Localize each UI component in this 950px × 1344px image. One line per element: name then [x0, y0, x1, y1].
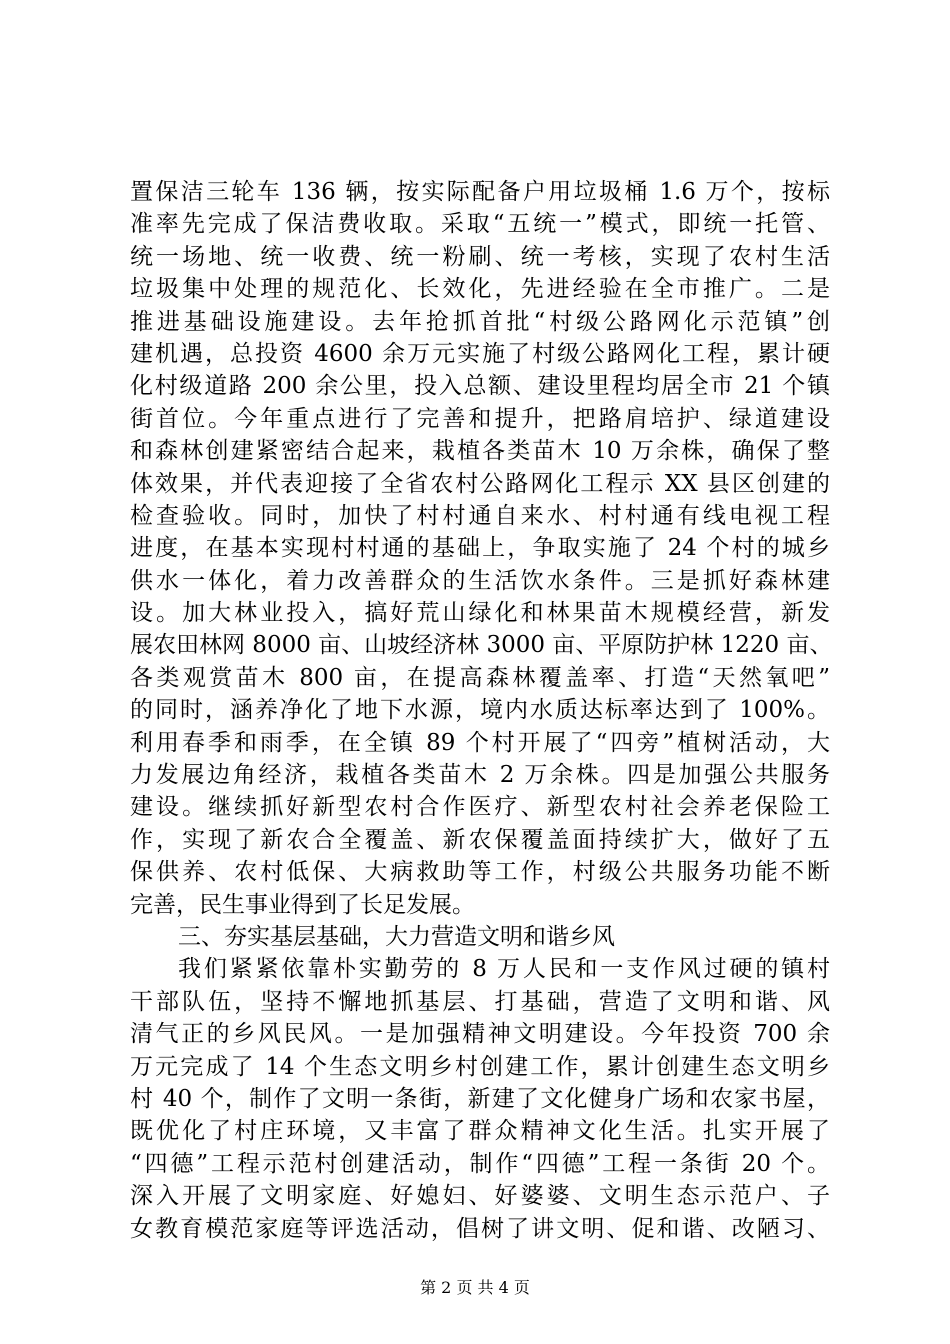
text-line: 展农田林网 8000 亩、山坡经济林 3000 亩、平原防护林 1220 亩、: [130, 632, 833, 659]
text-line: 深入开展了文明家庭、好媳妇、好婆婆、文明生态示范户、子: [130, 1183, 830, 1210]
text-line: 保供养、农村低保、大病救助等工作，村级公共服务功能不断: [130, 859, 830, 886]
text-line: 利用春季和雨季，在全镇 89 个村开展了“四旁”植树活动，大: [130, 729, 830, 756]
text-line: 我们紧紧依靠朴实勤劳的 8 万人民和一支作风过硬的镇村: [178, 956, 830, 983]
text-line: 化村级道路 200 余公里，投入总额、建设里程均居全市 21 个镇: [130, 373, 830, 400]
text-line: 推进基础设施建设。去年抢抓首批“村级公路网化示范镇”创: [130, 308, 830, 335]
text-line: 既优化了村庄环境，又丰富了群众精神文化生活。扎实开展了: [130, 1118, 830, 1145]
text-line: 各类观赏苗木 800 亩，在提高森林覆盖率、打造“天然氧吧”: [130, 664, 830, 691]
text-line: 作，实现了新农合全覆盖、新农保覆盖面持续扩大，做好了五: [130, 826, 830, 853]
text-line: 检查验收。同时，加快了村村通自来水、村村通有线电视工程: [130, 502, 830, 529]
text-line: 建机遇，总投资 4600 余万元实施了村级公路网化工程，累计硬: [130, 340, 830, 367]
body-text: [130, 176, 833, 1245]
text-line: 清气正的乡风民风。一是加强精神文明建设。今年投资 700 余: [130, 1021, 830, 1048]
text-line: 统一场地、统一收费、统一粉刷、统一考核，实现了农村生活: [130, 243, 830, 270]
text-line: 和森林创建紧密结合起来，栽植各类苗木 10 万余株，确保了整: [130, 438, 830, 465]
text-line: 建设。继续抓好新型农村合作医疗、新型农村社会养老保险工: [130, 794, 830, 821]
text-line: 供水一体化，着力改善群众的生活饮水条件。三是抓好森林建: [130, 567, 830, 594]
text-line: 女教育模范家庭等评选活动，倡树了讲文明、促和谐、改陋习、: [130, 1215, 830, 1242]
text-line: 的同时，涵养净化了地下水源，境内水质达标率达到了 100%。: [130, 697, 830, 724]
text-line: 完善，民生事业得到了长足发展。: [130, 891, 475, 918]
text-line: 力发展边角经济，栽植各类苗木 2 万余株。四是加强公共服务: [130, 762, 830, 789]
text-line: 干部队伍，坚持不懈地抓基层、打基础，营造了文明和谐、风: [130, 988, 830, 1015]
text-line: 街首位。今年重点进行了完善和提升，把路肩培护、绿道建设: [130, 405, 830, 432]
text-line: 进度，在基本实现村村通的基础上，争取实施了 24 个村的城乡: [130, 535, 830, 562]
text-line: 万元完成了 14 个生态文明乡村创建工作，累计创建生态文明乡: [130, 1053, 830, 1080]
text-line: 垃圾集中处理的规范化、长效化，先进经验在全市推广。二是: [130, 276, 830, 303]
text-line: 体效果，并代表迎接了全省农村公路网化工程示 XX 县区创建的: [130, 470, 830, 497]
page-number-footer: 第 2 页 共 4 页: [420, 1278, 530, 1297]
text-line: “四德”工程示范村创建活动，制作“四德”工程一条街 20 个。: [130, 1150, 830, 1177]
text-line: 准率先完成了保洁费收取。采取“五统一”模式，即统一托管、: [130, 211, 830, 238]
text-line: 置保洁三轮车 136 辆，按实际配备户用垃圾桶 1.6 万个，按标: [130, 179, 830, 205]
text-line: 村 40 个，制作了文明一条街，新建了文化健身广场和农家书屋，: [130, 1085, 830, 1112]
section-heading: 三、夯实基层基础，大力营造文明和谐乡风: [178, 923, 615, 950]
text-line: 设。加大林业投入，搞好荒山绿化和林果苗木规模经营，新发: [130, 600, 830, 627]
